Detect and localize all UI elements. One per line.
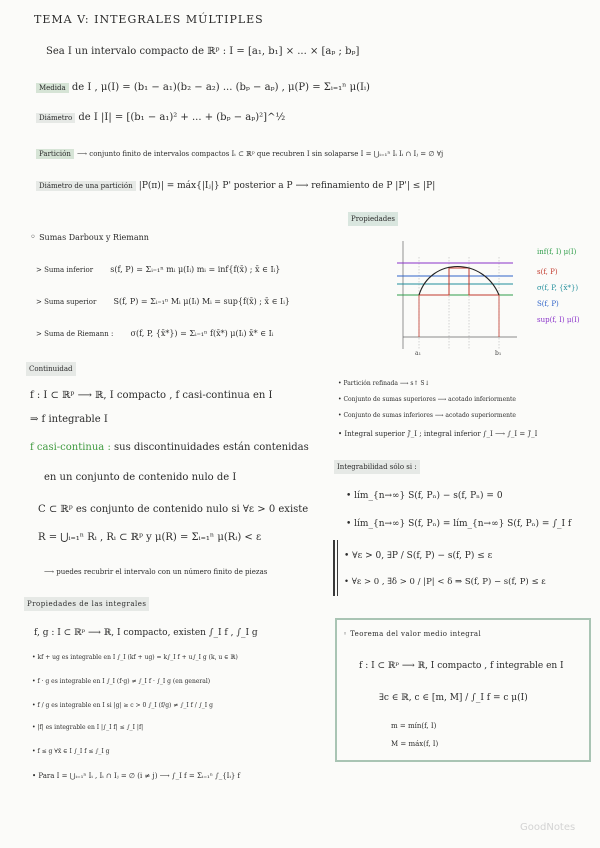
bullet-icon: • bbox=[32, 772, 39, 780]
bullet-icon: • bbox=[32, 654, 38, 661]
partition-diameter-label: Diámetro de una partición bbox=[36, 181, 136, 191]
prop-item bbox=[338, 410, 516, 422]
measure-text: de I , μ(I) = (b₁ − a₁)(b₂ − a₂) ... (bₚ − aₚ) , μ(P) = Σᵢ₌₁ⁿ μ(Iᵢ) bbox=[71, 82, 370, 93]
integral-properties-intro: f, g : I ⊂ ℝᵖ ⟶ ℝ, I compacto, existen ∫_I f , ∫_I g bbox=[34, 628, 258, 638]
bullet-icon: • bbox=[32, 678, 38, 685]
continuity-tag: Continuidad bbox=[26, 362, 76, 376]
page-title: TEMA V: INTEGRALES MÚLTIPLES bbox=[34, 13, 264, 26]
upper-sum-row bbox=[36, 296, 290, 308]
partition-diameter-row bbox=[36, 180, 435, 192]
integrability-item2 bbox=[346, 518, 571, 530]
partition-diameter-text: |P(π)| = máx{|Iⱼ|} P' posterior a P ⟶ refinamiento de P |P'| ≤ |P| bbox=[138, 181, 436, 191]
continuity-line4: en un conjunto de contenido nulo de I bbox=[44, 472, 237, 483]
integral-property bbox=[32, 700, 213, 712]
integral-property bbox=[32, 676, 210, 688]
lower-sum-steps bbox=[419, 268, 499, 295]
integral-property-text: Para I = ⋃ᵢ₌₁ⁿ Iᵢ , Iᵢ ∩ Iⱼ = ∅ (i ≠ j) ⟶ ∫_I f = Σᵢ₌₁ⁿ ∫_{Iᵢ} f bbox=[38, 772, 241, 780]
legend-lower: s(f, P) bbox=[537, 268, 558, 276]
integral-property-text: |f| es integrable en I |∫_I f| ≤ ∫_I |f| bbox=[37, 724, 144, 731]
prop-item-text: Partición refinada ⟶ s↑ S↓ bbox=[343, 380, 430, 387]
integrability-item3 bbox=[344, 550, 492, 562]
mean-value-line2: ∃c ∈ ℝ, c ∈ [m, M] / ∫_I f = c μ(I) bbox=[379, 693, 528, 703]
mean-value-title-text: Teorema del valor medio integral bbox=[350, 630, 482, 638]
bullet-icon: • bbox=[344, 577, 352, 587]
bullet-icon: • bbox=[346, 491, 355, 501]
integrability-item4 bbox=[344, 576, 546, 588]
integrability-item1-text: lím_{n→∞} S(f, Pₙ) − s(f, Pₙ) = 0 bbox=[354, 491, 503, 501]
legend-inf: inf(f, I) μ(I) bbox=[537, 248, 577, 256]
mean-value-box bbox=[335, 618, 591, 762]
continuity-line2: ⇒ f integrable I bbox=[30, 414, 108, 425]
continuity-line3: sus discontinuidades están contenidas bbox=[114, 442, 309, 453]
lower-sum-label: Suma inferior bbox=[44, 266, 94, 274]
prop-item-text: Conjunto de sumas superiores ⟶ acotado inferiormente bbox=[343, 396, 516, 403]
integrability-item1 bbox=[346, 490, 503, 502]
bullet-icon: • bbox=[338, 380, 344, 387]
upper-sum-formula: S(f, P) = Σᵢ₌₁ⁿ Mᵢ μ(Iᵢ) Mᵢ = sup{f(x̄) ; x̄ ∈ Iᵢ} bbox=[113, 297, 290, 306]
prop-item bbox=[338, 394, 516, 406]
bullet-icon: • bbox=[338, 430, 345, 438]
watermark: GoodNotes bbox=[520, 822, 576, 833]
bullet-icon: • bbox=[338, 396, 344, 403]
arrow-icon: > bbox=[36, 298, 45, 306]
bullet-icon: • bbox=[32, 748, 38, 755]
continuity-line7: ⟶ puedes recubrir el intervalo con un número finito de piezas bbox=[44, 568, 268, 576]
bullet-icon: • bbox=[338, 412, 344, 419]
sums-heading-text: Sumas Darboux y Riemann bbox=[39, 233, 149, 242]
darboux-sketch bbox=[395, 237, 520, 359]
measure-label: Medida bbox=[36, 83, 69, 93]
diameter-text: de I |I| = [(b₁ − a₁)² + ... + (bₚ − aₚ)²]^½ bbox=[78, 112, 286, 123]
continuity-line1: f : I ⊂ ℝᵖ ⟶ ℝ, I compacto , f casi-continua en I bbox=[30, 390, 273, 401]
mean-value-line4: M = máx(f, I) bbox=[391, 740, 439, 748]
partition-row bbox=[36, 148, 443, 160]
bullet-icon: • bbox=[344, 551, 353, 561]
partition-text: ⟶ conjunto finito de intervalos compactos Iᵢ ⊂ ℝᵖ que recubren I sin solaparse I = ⋃ᵢ₌₁ⁿ Iᵢ Iᵢ ∩ Iⱼ = ∅ ∀j bbox=[77, 150, 444, 158]
integral-property bbox=[32, 652, 238, 664]
bullet-icon: ◦ bbox=[30, 232, 40, 243]
integral-property bbox=[32, 746, 110, 758]
riemann-sum-row bbox=[36, 328, 273, 340]
prop-item bbox=[338, 378, 430, 390]
riemann-sum-formula: σ(f, P, {x̄*}) = Σᵢ₌₁ⁿ f(x̄*) μ(Iᵢ) x̄* ∈ Iᵢ bbox=[130, 329, 274, 338]
legend-sup: sup(f, I) μ(I) bbox=[537, 316, 580, 324]
mean-value-line3: m = mín(f, I) bbox=[391, 722, 437, 730]
continuity-line5: C ⊂ ℝᵖ es conjunto de contenido nulo si ∀ε > 0 existe bbox=[38, 504, 309, 515]
label-a: a₁ bbox=[415, 350, 421, 357]
properties-tag: Propiedades bbox=[348, 212, 398, 226]
lower-sum-row bbox=[36, 264, 280, 276]
diameter-row bbox=[36, 112, 285, 124]
integrability-tag: Integrabilidad sólo si : bbox=[334, 460, 420, 474]
integrability-item4-text: ∀ε > 0 , ∃δ > 0 / |P| < δ ⇒ S(f, P) − s(f, P) ≤ ε bbox=[351, 577, 546, 587]
integral-property bbox=[32, 722, 143, 734]
bullet-icon: • bbox=[346, 519, 355, 529]
partition-label: Partición bbox=[36, 149, 74, 159]
upper-sum-label: Suma superior bbox=[44, 298, 97, 306]
label-b: b₁ bbox=[495, 350, 502, 357]
function-curve bbox=[419, 267, 499, 296]
measure-row bbox=[36, 82, 370, 94]
integral-property-text: f / g es integrable en I si |g| ≥ c > 0 ∫_I (f/g) ≠ ∫_I f / ∫_I g bbox=[37, 702, 213, 709]
bullet-icon: ◦ bbox=[343, 630, 351, 638]
arrow-icon: > bbox=[36, 266, 45, 274]
legend-riemann: σ(f, P, {x̄*}) bbox=[537, 284, 579, 292]
integral-property-text: f ≤ g ∀x̄ ∈ I ∫_I f ≤ ∫_I g bbox=[37, 748, 110, 755]
bullet-icon: • bbox=[32, 702, 38, 709]
legend-upper: S(f, P) bbox=[537, 300, 559, 308]
continuity-line6: R = ⋃ᵢ₌₁ⁿ Rᵢ , Rᵢ ⊂ ℝᵖ y μ(R) = Σᵢ₌₁ⁿ μ(Rᵢ) < ε bbox=[38, 532, 262, 543]
diameter-label: Diámetro bbox=[36, 113, 75, 123]
mean-value-title bbox=[343, 628, 481, 640]
continuity-line3-row bbox=[30, 442, 309, 454]
lower-sum-formula: s(f, P) = Σᵢ₌₁ⁿ mᵢ μ(Iᵢ) mᵢ = inf{f(x̄) ; x̄ ∈ Iᵢ} bbox=[110, 265, 281, 274]
prop-item-text: Integral superior ∫̄_I ; integral inferior ∫_I ⟶ ∫_I = ∫̄_I bbox=[344, 430, 538, 438]
integral-property-text: kf + ug es integrable en I ∫_I (kf + ug) = k∫_I f + u∫_I g (k, u ∈ ℝ) bbox=[37, 654, 238, 661]
bracket-bar bbox=[333, 540, 335, 596]
integrability-item2-text: lím_{n→∞} S(f, Pₙ) = lím_{n→∞} S(f, Pₙ) = ∫_I f bbox=[354, 519, 572, 529]
mean-value-line1: f : I ⊂ ℝᵖ ⟶ ℝ, I compacto , f integrable en I bbox=[359, 661, 564, 671]
prop-item bbox=[338, 428, 537, 440]
integral-property-text: f · g es integrable en I ∫_I (f·g) ≠ ∫_I f · ∫_I g (en general) bbox=[37, 678, 211, 685]
sums-heading bbox=[30, 232, 149, 244]
integral-property bbox=[32, 770, 240, 782]
integrability-item3-text: ∀ε > 0, ∃P / S(f, P) − s(f, P) ≤ ε bbox=[352, 551, 493, 561]
continuity-casi: f casi-continua : bbox=[30, 442, 111, 453]
intro-line: Sea I un intervalo compacto de ℝᵖ : I = [a₁, b₁] × ... × [aₚ ; bₚ] bbox=[46, 46, 360, 57]
integral-properties-tag: Propiedades de las integrales bbox=[24, 597, 149, 611]
riemann-sum-label: Suma de Riemann : bbox=[44, 330, 114, 338]
bullet-icon: • bbox=[32, 724, 38, 731]
prop-item-text: Conjunto de sumas inferiores ⟶ acotado superiormente bbox=[343, 412, 516, 419]
arrow-icon: > bbox=[36, 330, 45, 338]
bracket-bar bbox=[337, 540, 338, 596]
